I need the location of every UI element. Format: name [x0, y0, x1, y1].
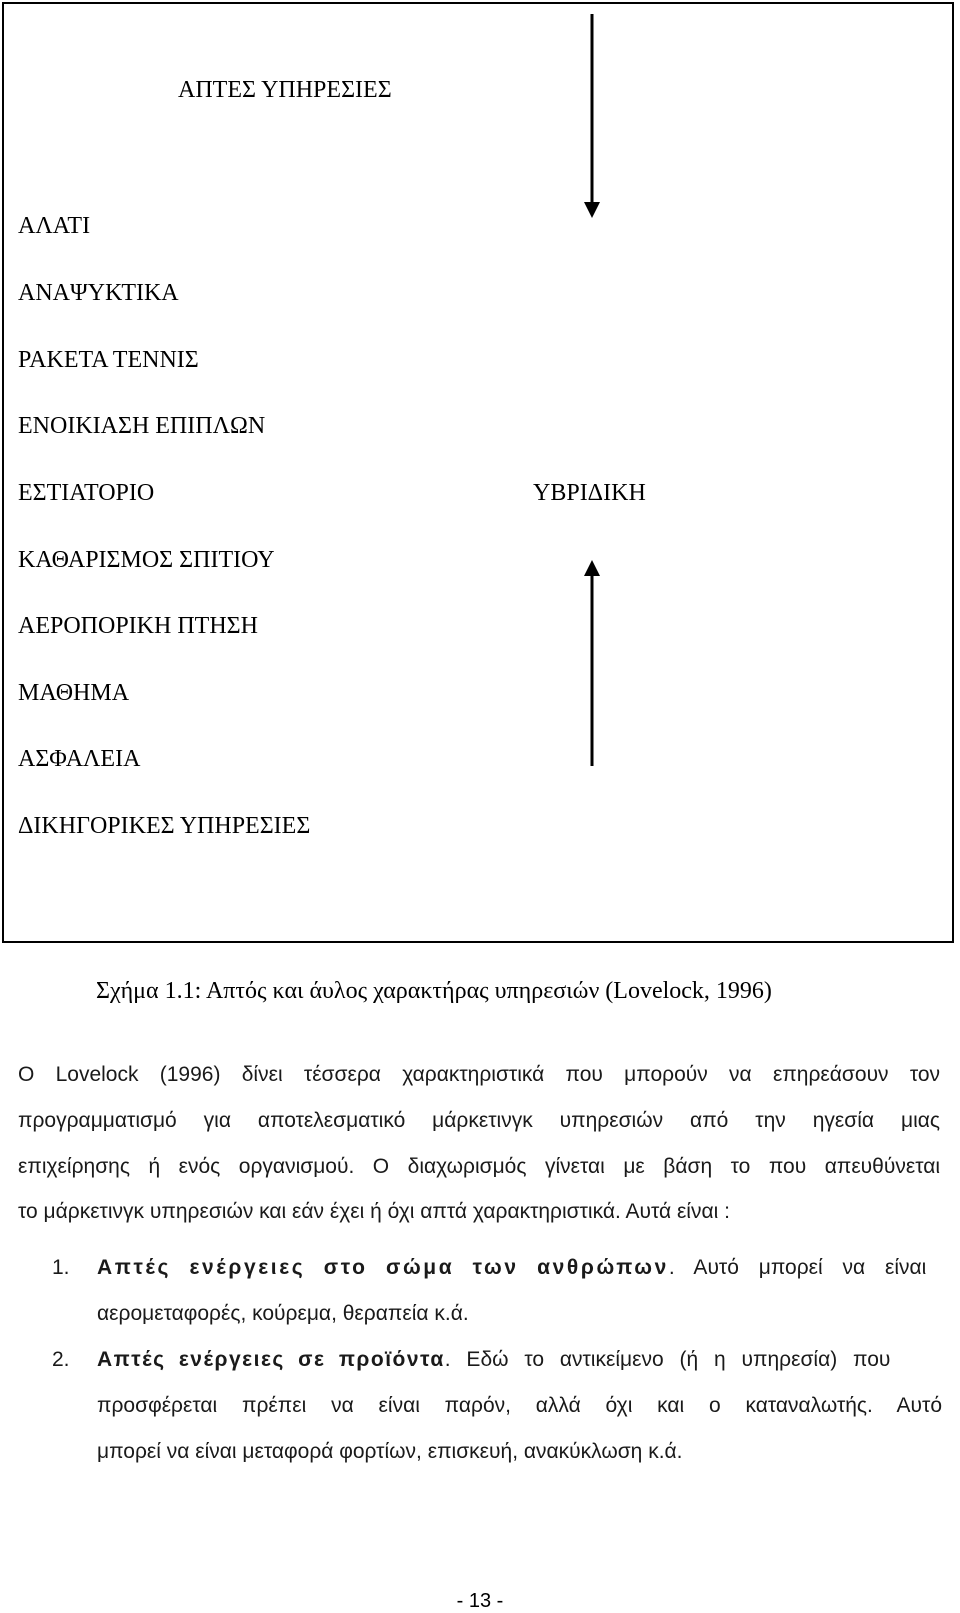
up-arrow-icon	[584, 560, 600, 766]
list-item-line: προσφέρεται πρέπει να είναι παρόν, αλλά όχι και ο καταναλωτής. Αυτό	[97, 1394, 942, 1417]
page-number: - 13 -	[456, 1590, 504, 1612]
paragraph-line: Ο Lovelock (1996) δίνει τέσσερα χαρακτηριστικά που μπορούν να επηρεάσουν τον	[18, 1063, 940, 1086]
list-item-bold: Απτές ενέργειες στο σώμα των ανθρώπων	[97, 1256, 669, 1279]
figure-item: ΕΣΤΙΑΤΟΡΙΟ	[18, 480, 155, 506]
list-item-text: . Εδώ το αντικείμενο (ή η υπηρεσία) που	[444, 1348, 891, 1371]
paragraph-line: το μάρκετινγκ υπηρεσιών και εάν έχει ή όχι απτά χαρακτηριστικά. Αυτά είναι :	[18, 1200, 730, 1223]
list-number: 1.	[52, 1256, 70, 1279]
figure-item: ΚΑΘΑΡΙΣΜΟΣ ΣΠΙΤΙΟΥ	[18, 547, 275, 573]
down-arrow-icon	[584, 14, 600, 218]
figure-item: ΕΝΟΙΚΙΑΣΗ ΕΠΙΠΛΩΝ	[18, 413, 266, 439]
figure-item: ΜΑΘΗΜΑ	[18, 680, 130, 706]
list-item	[97, 1348, 942, 1372]
figure-item: ΑΝΑΨΥΚΤΙΚΑ	[18, 280, 179, 306]
paragraph-line: επιχείρησης ή ενός οργανισμού. Ο διαχωρισμός γίνεται με βάση το που απευθύνεται	[18, 1155, 940, 1178]
figure-frame	[2, 2, 954, 943]
paragraph-line: προγραμματισμό για αποτελεσματικό μάρκετινγκ υπηρεσιών από την ηγεσία μιας	[18, 1109, 940, 1132]
figure-item: ΡΑΚΕΤΑ ΤΕΝΝΙΣ	[18, 347, 199, 373]
figure-item: ΔΙΚΗΓΟΡΙΚΕΣ ΥΠΗΡΕΣΙΕΣ	[18, 813, 311, 839]
figure-item: ΑΣΦΑΛΕΙΑ	[18, 746, 141, 772]
figure-item: ΑΛΑΤΙ	[18, 213, 91, 239]
list-item-line: αερομεταφορές, κούρεμα, θεραπεία κ.ά.	[97, 1302, 469, 1325]
figure-caption: Σχήμα 1.1: Απτός και άυλος χαρακτήρας υπηρεσιών (Lovelock, 1996)	[96, 978, 772, 1004]
figure-item: ΑΕΡΟΠΟΡΙΚΗ ΠΤΗΣΗ	[18, 613, 258, 639]
list-number: 2.	[52, 1348, 70, 1371]
figure-top-label: ΑΠΤΕΣ ΥΠΗΡΕΣΙΕΣ	[178, 77, 392, 103]
figure-middle-label: ΥΒΡΙΔΙΚΗ	[533, 480, 646, 506]
list-item	[97, 1256, 942, 1280]
list-item-line: μπορεί να είναι μεταφορά φορτίων, επισκευή, ανακύκλωση κ.ά.	[97, 1440, 683, 1463]
list-item-text: . Αυτό μπορεί να είναι	[668, 1256, 927, 1279]
list-item-bold: Απτές ενέργειες σε προϊόντα	[97, 1348, 445, 1371]
